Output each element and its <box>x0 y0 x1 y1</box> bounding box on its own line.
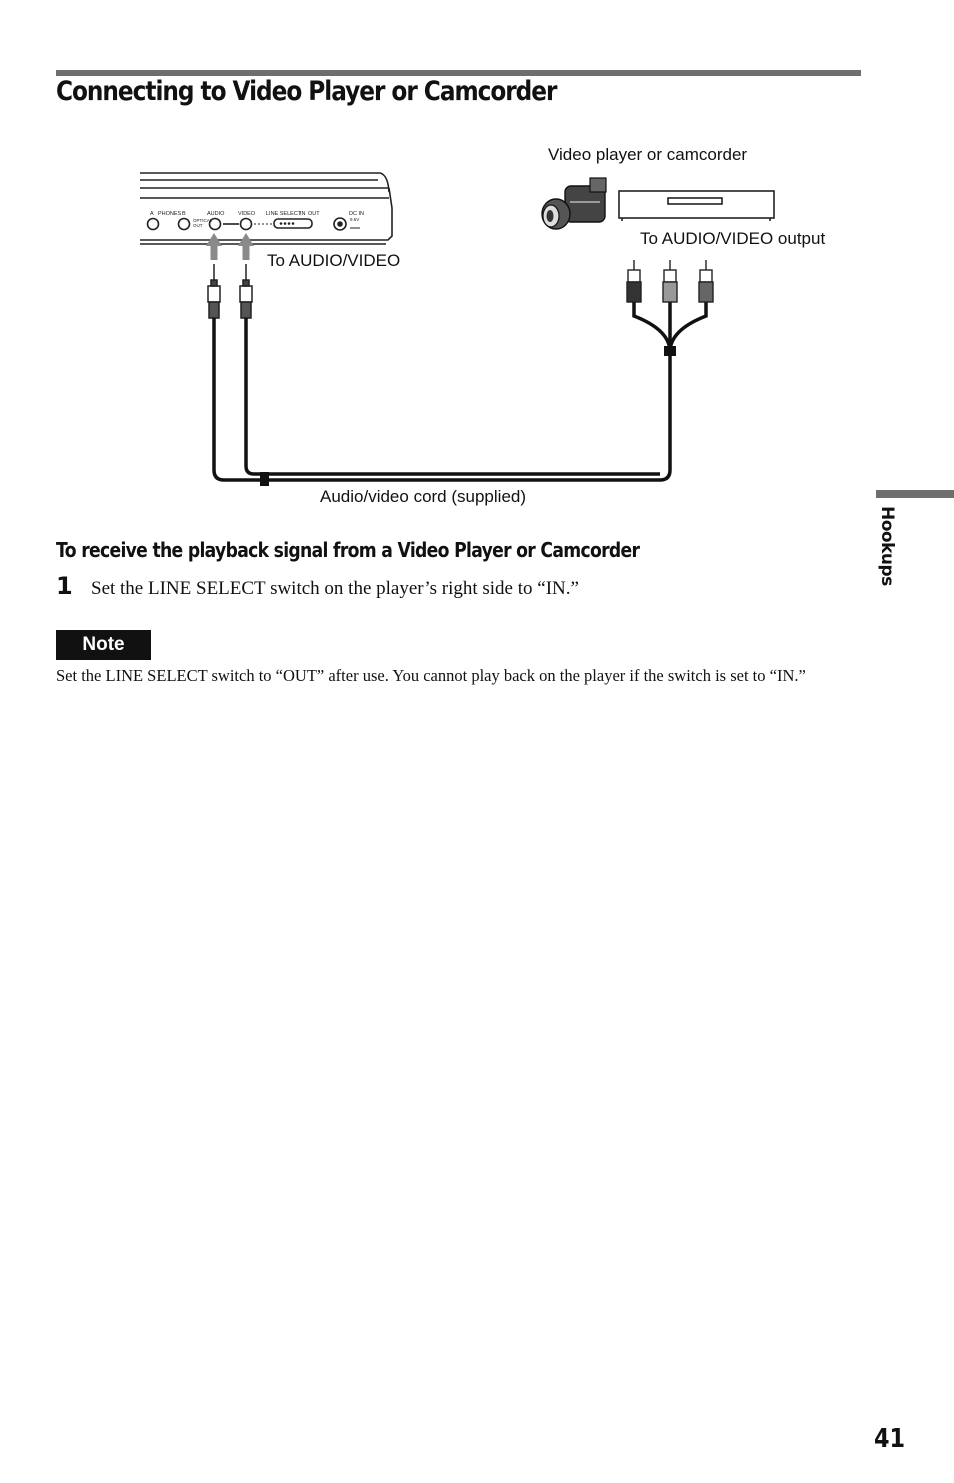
panel-label-dc-v: 9.5V <box>350 217 360 222</box>
label-to-av-input: To AUDIO/VIDEO <box>267 251 401 270</box>
page-title: Connecting to Video Player or Camcorder <box>56 76 557 107</box>
connection-arrows <box>206 233 254 260</box>
mini-plugs <box>208 264 252 318</box>
step-text: Set the LINE SELECT switch on the player’s right side to “IN.” <box>91 578 579 599</box>
panel-label-in: IN <box>300 211 306 217</box>
label-av-cord: Audio/video cord (supplied) <box>320 487 527 506</box>
switch-dots <box>280 222 295 225</box>
panel-label-a: A <box>150 211 154 217</box>
panel-label-optical-out: OUT <box>193 223 203 228</box>
panel-label-video: VIDEO <box>238 211 256 217</box>
video-player-icon <box>619 191 774 221</box>
portable-player-illustration <box>140 173 392 244</box>
connection-diagram <box>0 130 954 520</box>
rca-plugs <box>627 260 713 302</box>
step-number: 1 <box>56 572 73 600</box>
side-tab <box>873 506 903 586</box>
camcorder-icon <box>542 178 606 229</box>
cord-clamp <box>260 472 269 486</box>
label-to-av-output: To AUDIO/VIDEO output <box>640 229 826 248</box>
panel-label-line-select: LINE SELECT <box>266 211 302 217</box>
side-tab-label: Hookups <box>877 506 897 586</box>
panel-label-audio: AUDIO <box>207 211 225 217</box>
panel-label-phones: PHONES <box>158 211 182 217</box>
panel-label-optical: OPTICAL <box>193 218 213 223</box>
audio-video-cord <box>214 300 706 480</box>
connection-diagram-svg <box>0 130 954 520</box>
note-text: Set the LINE SELECT switch to “OUT” after use. You cannot play back on the player if the switch is set to “IN.” <box>56 666 806 685</box>
cord-splitter <box>664 346 676 356</box>
panel-label-b: B <box>182 211 186 217</box>
section-heading: To receive the playback signal from a Video Player or Camcorder <box>56 538 640 562</box>
label-video-player-camcorder: Video player or camcorder <box>548 145 748 164</box>
note-badge: Note <box>56 630 151 660</box>
panel-label-dc-in: DC IN <box>349 211 364 217</box>
side-tab-bar <box>876 490 954 498</box>
panel-label-out: OUT <box>308 211 320 217</box>
page-number: 41 <box>874 1424 906 1454</box>
